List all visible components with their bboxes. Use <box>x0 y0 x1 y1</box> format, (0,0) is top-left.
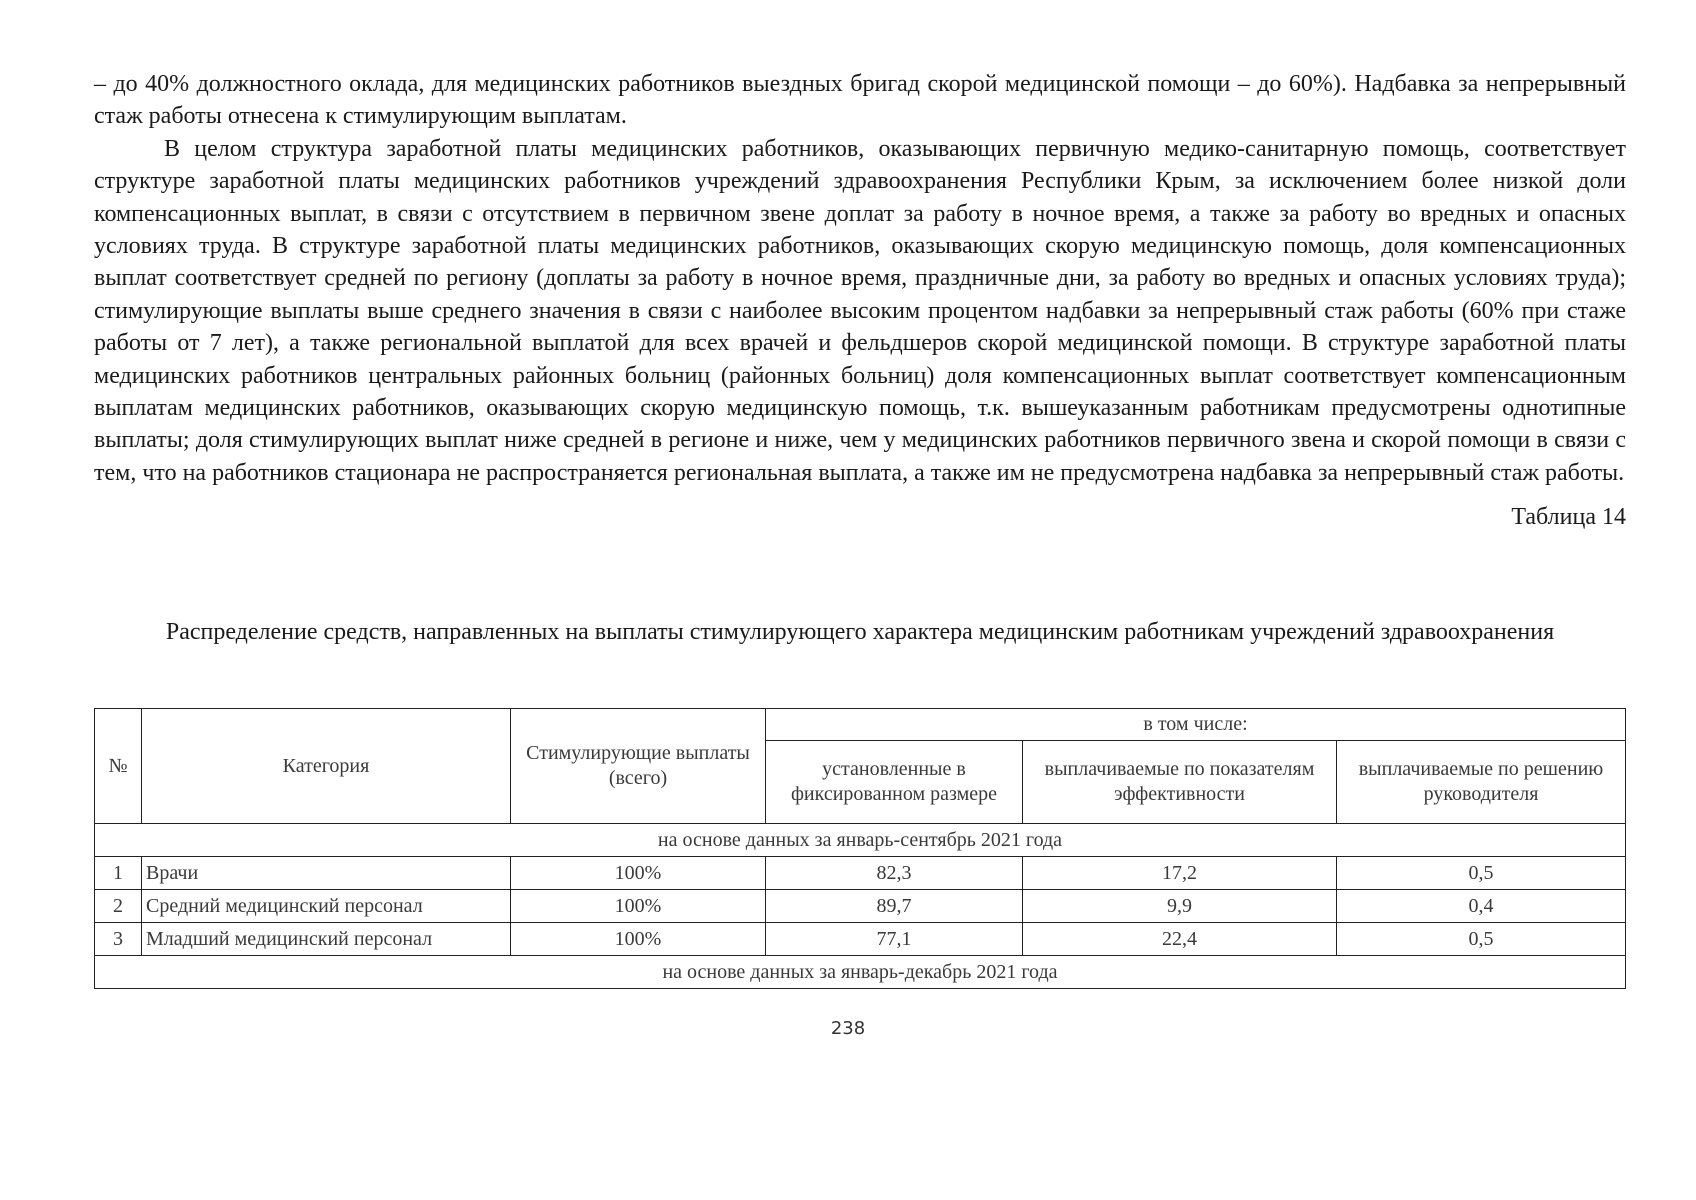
row-fixed: 89,7 <box>766 890 1023 923</box>
row-total: 100% <box>511 890 766 923</box>
table-row <box>95 857 1626 890</box>
table-section-row <box>95 824 1626 857</box>
header-category: Категория <box>142 709 511 824</box>
header-num: № <box>95 709 142 824</box>
row-efficiency: 9,9 <box>1023 890 1337 923</box>
row-fixed: 82,3 <box>766 857 1023 890</box>
table-row <box>95 890 1626 923</box>
header-including: в том числе: <box>766 709 1626 741</box>
table-caption: Распределение средств, направленных на выплаты стимулирующего характера медицинским работникам учреждений здравоохранения <box>165 619 1555 645</box>
row-num: 2 <box>95 890 142 923</box>
row-efficiency: 17,2 <box>1023 857 1337 890</box>
paragraph-1: – до 40% должностного оклада, для медицинских работников выездных бригад скорой медицинской помощи – до 60%). Надбавка за непрерывный стаж работы отнесена к стимулирующим выплатам. <box>94 71 1626 130</box>
paragraph-2: В целом структура заработной платы медицинских работников, оказывающих первичную медико-санитарную помощь, соответствует структуре заработной платы медицинских работников учреждений здравоохранения Республики Крым, за исключением более низкой доли компенсационных выплат, в связи с отсутствием в первичном звене доплат за работу в ночное время, а также за работу во вредных и опасных условиях труда. В структуре заработной платы медицинских работников, оказывающих скорую медицинскую помощь, доля компенсационных выплат соответствует средней по региону (доплаты за работу в ночное время, праздничные дни, за работу во вредных и опасных условиях труда); стимулирующие выплаты выше среднего значения в связи с наиболее высоким процентом надбавки за непрерывный стаж работы (60% при стаже работы от 7 лет), а также региональной выплатой для всех врачей и фельдшеров скорой медицинской помощи. В структуре заработной платы медицинских работников центральных районных больниц (районных больниц) доля компенсационных выплат соответствует компенсационным выплатам медицинских работников, оказывающих скорую медицинскую помощь, т.к. вышеуказанным работникам предусмотрены однотипные выплаты; доля стимулирующих выплат ниже средней в регионе и ниже, чем у медицинских работников первичного звена и скорой помощи в связи с тем, что на работников стационара не распространяется региональная выплата, а также им не предусмотрена надбавка за непрерывный стаж работы. <box>94 135 1626 486</box>
table-section-row <box>95 956 1626 989</box>
body-text <box>94 68 1626 534</box>
header-efficiency: выплачиваемые по показателям эффективности <box>1023 741 1337 824</box>
row-director: 0,5 <box>1337 857 1626 890</box>
section-label: на основе данных за январь-сентябрь 2021 года <box>95 824 1626 857</box>
table-header-row <box>95 709 1626 741</box>
row-total: 100% <box>511 923 766 956</box>
row-director: 0,5 <box>1337 923 1626 956</box>
stimulus-payments-table <box>94 708 1626 989</box>
row-num: 1 <box>95 857 142 890</box>
row-fixed: 77,1 <box>766 923 1023 956</box>
row-director: 0,4 <box>1337 890 1626 923</box>
table-number: Таблица 14 <box>1511 504 1626 531</box>
header-director: выплачиваемые по решению руководителя <box>1337 741 1626 824</box>
row-num: 3 <box>95 923 142 956</box>
row-efficiency: 22,4 <box>1023 923 1337 956</box>
row-category: Младший медицинский персонал <box>142 923 511 956</box>
row-category: Врачи <box>142 857 511 890</box>
header-total: Стимулирующие выплаты (всего) <box>511 709 766 824</box>
section-label: на основе данных за январь-декабрь 2021 года <box>95 956 1626 989</box>
header-fixed: установленные в фиксированном размере <box>766 741 1023 824</box>
table-row <box>95 923 1626 956</box>
page-number: 238 <box>830 1018 866 1039</box>
row-total: 100% <box>511 857 766 890</box>
row-category: Средний медицинский персонал <box>142 890 511 923</box>
